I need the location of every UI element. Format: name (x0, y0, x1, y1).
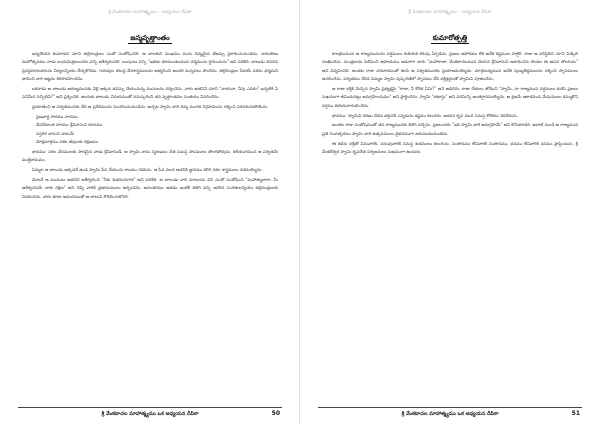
chapter-heading-text: కుమారోత్పత్తి (432, 34, 468, 42)
footer-title: శ్రీ వేంకటాచల మాహాత్మ్యము ఒక అధ్యయన దీపికా (401, 411, 499, 417)
running-head: శ్రీ వేంకటాచల మాహాత్మ్యము – అధ్యయన దీపికా (108, 10, 192, 15)
paragraph: భావము: సకల వేదములకు సారమైన వాడు శ్రీనివాసుడే. ఆ స్వామి నామ స్మరణము చేత సమస్త పాపములు తొలగిపోవును. కలియుగమున ఆ పర్వతమే ముక్తిధామము. (22, 149, 278, 163)
paragraph: కాలక్రమమున ఆ రాజ్యమునందు వర్షములు కురియక కరువు ఏర్పడెను. ప్రజలు ఆహారము లేక అనేక కష్టముల పాలైరి. రాజు ఆ పరిస్థితిని చూచి మిక్కిలి దుఃఖించెను. మంత్రులను పిలిపించి ఉపాయము అడుగగా వారు "మహారాజా, వేంకటాచలమున వెలసిన శ్రీనివాసుని ఆరాధించిన యెడల ఈ ఆపద తొలగును" అని విన్నవించిరి. అంతట రాజు పరివారముతో కలసి ఆ పర్వతమునకు ప్రయాణమయ్యెను. మార్గమధ్యమున అనేక పుణ్యతీర్థములను దర్శించి స్నానములు ఆచరించెను. పర్వతము చేరిన పిమ్మట స్వామి పుష్కరిణిలో స్నానము చేసి భక్తిశ్రద్ధలతో స్వామిని పూజించెను. (322, 51, 578, 82)
chapter-heading-text: జన్మవృత్తాంతం (130, 34, 170, 42)
paragraph: ఆ రాజు భక్తికి మెచ్చిన స్వామి ప్రత్యక్షమై "రాజా, నీ కోరిక ఏమి?" అని అడిగెను. రాజు చేతులు జోడించి "స్వామీ, నా రాజ్యమున వర్షములు కురిసి ప్రజలు సుఖముగా జీవించునట్లు అనుగ్రహించుము" అని ప్రార్థించెను. స్వామి "తథాస్తు" అని వరమిచ్చి అంతర్ధానమయ్యెను. ఆ క్షణమే ఆకాశమున మేఘములు కమ్ముకొని వర్షము కురియనారంభించెను. (322, 86, 578, 108)
page-footer (18, 407, 282, 417)
verse-line: మోక్షమార్గము సకల జీవులకు రక్షణము (36, 139, 99, 145)
right-page (300, 0, 600, 424)
paragraph: వెంటనే ఆ మునులు అతనిని ఆశీర్వదించి "నీకు శుభమగుగాక" అని పలికిరి. ఆ బాలుడు వారి మాటలను విని ఎంతో సంతోషించి "మహాత్ములారా, మీ ఆశీర్వచనమే నాకు రక్షణ" అని చెప్పి వారికి ప్రణామములు అర్పించెను. అనంతరము అతడు ఇంటికి తిరిగి వచ్చి జరిగిన సంగతులన్నియు తల్లిదండ్రులకు వివరించెను. వారు కూడా ఆనందముతో ఆ బాలుని కౌగిలించుకొనిరి. (22, 177, 278, 199)
page-number: 51 (571, 410, 580, 417)
paragraph: ఒకనాడు ఆ బాలుడు అరణ్యమునకు వెళ్లి అక్కడ తపస్సు చేయుచున్న మునులను దర్శించెను. వారు అతనిని చూచి "నాయనా, నీవు ఎవరు? ఇచ్చటికి ఏ పనిమీద వచ్చితివి?" అని ప్రశ్నించిరి. అందుకు బాలుడు వినయముతో నమస్కరించి తన వృత్తాంతము నంతయు వివరించెను. (22, 86, 278, 100)
body-text (322, 50, 578, 388)
paragraph: ప్రయాణించి ఆ పర్వతమునకు చేరి ఆ ప్రదేశమందు సంచరించుచుండెను. అచ్చట స్వామి వారి దివ్య మంగళ విగ్రహమును దర్శించి పరవశించిపోయెను. (32, 104, 269, 110)
footer-title: శ్రీ వేంకటాచల మాహాత్మ్యము ఒక అధ్యయన దీపికా (101, 411, 199, 417)
paragraph: భావము: స్వామిని శరణు వేడిన భక్తునికి ఎన్నడును కష్టము కలుగదు. ఆయన కృప వలన సమస్త కోరికలు నెరవేరును. (332, 112, 519, 118)
paragraph: జన్మనొందిన కుమారుని చూచి తల్లిదండ్రులు ఎంతో సంతోషించిరి. ఆ బాలకుని ముఖము నందు దివ్యమైన తేజస్సు ప్రకాశించుచుండెను. నామకరణ మహోత్సవము నాడు బంధుమిత్రులందరు వచ్చి ఆశీర్వదించిరి. ఋషులు వచ్చి "ఇతడు భూమండలమున ధర్మమును స్థాపించును" అని పలికిరి. బాలుడు దినదిన ప్రవర్ధమానుడగుచు విద్యలన్నియు నేర్చుకొనెను. గురువుల యొద్ద వేదశాస్త్రములను అభ్యసించి అందరి మన్ననలు పొందెను. తల్లిదండ్రుల సేవయే పరమ ధర్మమని భావించి వారి ఆజ్ఞను శిరసావహించెను. (22, 51, 278, 82)
page-footer (318, 407, 582, 417)
verse-line: ప్రణవార్థ సారము నాదము (36, 114, 78, 120)
body-text (22, 50, 278, 388)
paragraph: అంతట రాజు సంతోషముతో తన రాజ్యమునకు తిరిగి వచ్చెను. ప్రజలందరు "ఇది స్వామి వారి అనుగ్రహమే" అని కొనియాడిరి. ఆనాటి నుండి ఆ రాజ్యమున ప్రతి సంవత్సరము స్వామి వారి ఉత్సవములు వైభవముగా జరుపబడుచుండెను. (322, 122, 578, 136)
running-head: శ్రీ వేంకటాచల మాహాత్మ్యము – అధ్యయన దీపికా (408, 10, 492, 15)
chapter-heading (300, 34, 600, 44)
verse-line: సప్తగిరి వాసుని నామమే (36, 130, 75, 136)
page-number: 50 (271, 410, 280, 417)
paragraph: పిమ్మట ఆ బాలుడు అక్కడనే ఉండి స్వామి సేవ చేయుచు కాలము గడపెను. ఆ సేవ వలన అతనికి జ్ఞానము కలిగి సకల శాస్త్రములు వశమయ్యెను. (32, 167, 263, 173)
chapter-heading (0, 34, 300, 44)
verse-line: వేదవేదాంత సారము శ్రీనివాసుని రూపము (36, 122, 103, 128)
verse-block (22, 113, 278, 147)
paragraph: ఈ కథను భక్తితో వినువారికి, చదువువారికి సమస్త శుభములు కలుగును. సంతానము లేనివారికి సంతానము, ధనము లేనివారికి ధనము ప్రాప్తించును. శ్రీ వేంకటేశ్వర స్వామి కృపచేత సర్వజనులు సుఖముగా ఉందురు. (322, 140, 578, 155)
